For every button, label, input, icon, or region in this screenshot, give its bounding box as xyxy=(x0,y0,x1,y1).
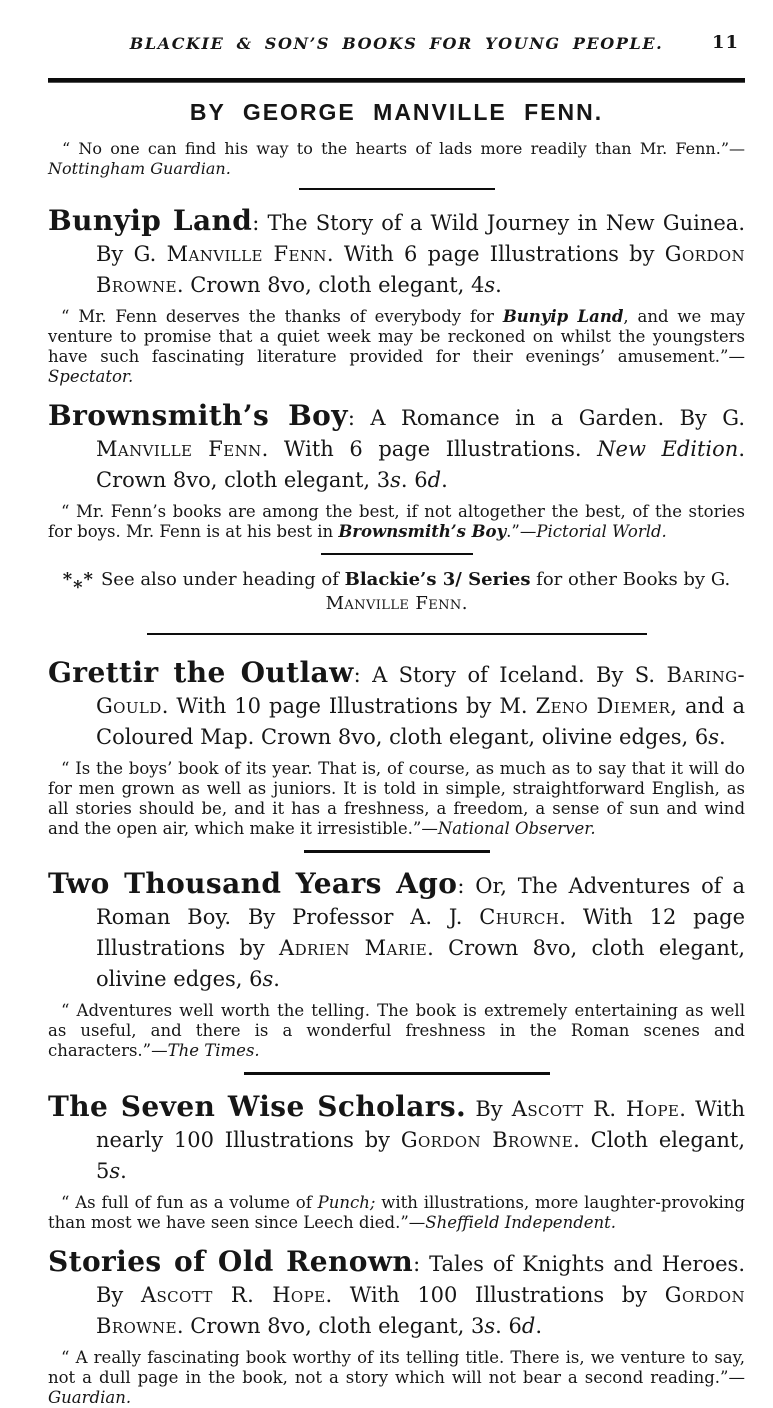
text-run: Manville Fenn xyxy=(325,593,462,614)
text-run: . xyxy=(535,1314,543,1338)
text-run: “ A really fascinating book worthy of its telling title. There is, we venture to say, not a dull page in the book, not a story which will not bear a second reading.”— xyxy=(48,1348,745,1387)
review-quote xyxy=(48,759,745,839)
text-run: Manville Fenn xyxy=(96,437,262,461)
intro-quote xyxy=(48,139,745,179)
text-run: . xyxy=(120,1159,127,1183)
text-run: Zeno Diemer xyxy=(535,694,671,718)
text-run: The Times. xyxy=(167,1041,260,1060)
book-description xyxy=(48,1091,745,1187)
running-head xyxy=(48,34,745,58)
section-heading: BY GEORGE MANVILLE FENN. xyxy=(189,99,604,125)
text-run: National Observer. xyxy=(437,819,596,838)
text-run: for other Books by G. xyxy=(530,569,731,590)
book-title: Two Thousand Years Ago xyxy=(48,867,458,900)
review-quote xyxy=(48,1348,745,1408)
text-run: Manville Fenn xyxy=(166,242,327,266)
text-run: “ As full of fun as a volume of xyxy=(61,1193,318,1212)
text-run: s xyxy=(484,1314,496,1338)
book-entry xyxy=(48,1091,745,1233)
text-run: : A Story of Iceland. By S. xyxy=(353,663,667,687)
text-run: Guardian. xyxy=(48,1388,132,1407)
text-run: See also under heading of xyxy=(100,569,345,590)
series-note-text xyxy=(101,569,730,614)
text-run: : Or, The Adventures of a Roman Boy. By Professor A. J. xyxy=(96,874,745,929)
text-run: Church xyxy=(479,905,560,929)
book-description xyxy=(48,205,745,301)
review-quote xyxy=(48,1001,745,1061)
text-run: . 6 xyxy=(495,1314,522,1338)
text-run: : The Story of a Wild Journey in New Guinea. By G. xyxy=(96,211,746,266)
book-title: Brownsmith’s Boy xyxy=(48,399,348,432)
book-entry xyxy=(48,868,745,1061)
text-run: Spectator. xyxy=(48,367,134,386)
text-run: “ Adventures well worth the telling. The book is extremely entertaining as well as useful, and there is a wonderful freshness in the Roman scenes and characters.”— xyxy=(48,1001,745,1060)
text-run: s xyxy=(109,1159,121,1183)
section-divider xyxy=(304,850,490,853)
text-run: Adrien Marie xyxy=(279,936,428,960)
asterism-star: * xyxy=(73,576,84,598)
text-run: .”— xyxy=(506,522,537,541)
section-divider xyxy=(147,633,647,635)
header-rule xyxy=(48,78,745,83)
text-run: . Crown 8vo, cloth elegant, 3 xyxy=(176,1314,485,1338)
book-entry xyxy=(48,657,745,839)
asterism-star: * xyxy=(83,569,94,590)
book-title: Stories of Old Renown xyxy=(48,1245,414,1278)
text-run: Gordon Browne xyxy=(96,242,745,297)
book-entry xyxy=(48,400,745,542)
book-description xyxy=(48,657,745,753)
text-run: Ascott R. Hope xyxy=(140,1283,326,1307)
text-run: “ No one can find his way to the hearts of lads more readily than Mr. Fenn.”— xyxy=(62,139,745,158)
text-run: . xyxy=(495,273,502,297)
text-run: . xyxy=(273,967,280,991)
text-run: By xyxy=(466,1097,512,1121)
text-run: . Crown 8vo, cloth elegant, olivine edges, 6 xyxy=(96,936,745,991)
text-run: “ Mr. Fenn deserves the thanks of everybody for xyxy=(61,307,503,326)
text-run: : Tales of Knights and Heroes. By xyxy=(96,1252,745,1307)
text-run: Baring-Gould xyxy=(96,663,745,718)
text-run: Nottingham Guardian. xyxy=(48,159,231,178)
text-run: . Crown 8vo, cloth elegant, 3 xyxy=(96,437,745,492)
book-description xyxy=(48,1246,745,1342)
book-entry xyxy=(48,1246,745,1408)
text-run: Sheffield Independent. xyxy=(425,1213,617,1232)
text-run: s xyxy=(262,967,274,991)
text-run: s xyxy=(708,725,720,749)
asterism-star: * xyxy=(62,569,74,590)
review-quote xyxy=(48,502,745,542)
text-run: d xyxy=(521,1314,536,1338)
text-run: . With nearly 100 Illustrations by xyxy=(96,1097,745,1152)
text-run: Bunyip Land xyxy=(502,307,624,326)
text-run: , and a Coloured Map. Crown 8vo, cloth elegant, olivine edges, 6 xyxy=(96,694,745,749)
text-run: . With 6 page Illustrations by xyxy=(326,242,665,266)
text-run: , and we may venture to promise that a quiet week may be reckoned on whilst the youngsters have such fascinating literature provided for their evenings’ amusement.”— xyxy=(48,307,745,366)
section-divider xyxy=(321,553,473,555)
text-run: . xyxy=(461,593,468,614)
book-title: The Seven Wise Scholars. xyxy=(48,1090,467,1123)
text-run: with illustrations, more laughter-provoking than most we have seen since Leech died.”— xyxy=(48,1193,745,1232)
text-run: New Edition xyxy=(597,437,739,461)
text-run: . xyxy=(441,468,448,492)
text-run: s xyxy=(484,273,496,297)
text-run: Gordon Browne xyxy=(400,1128,574,1152)
text-run: Pictorial World. xyxy=(536,522,667,541)
review-quote xyxy=(48,307,745,387)
book-description xyxy=(48,868,745,995)
text-run: . With 10 page Illustrations by M. xyxy=(161,694,536,718)
page-number: 11 xyxy=(711,32,739,53)
book-entry xyxy=(48,205,745,387)
text-run: Ascott R. Hope xyxy=(511,1097,680,1121)
text-run: . With 12 page Illustrations by xyxy=(96,905,746,960)
text-run: Blackie’s 3/ Series xyxy=(344,569,531,590)
text-run: “ Is the boys’ book of its year. That is, of course, as much as to say that it will do for men grown as well as juniors. It is told in simple, straightforward English, as all stories should be, and it has a freshness, a freedom, a sense of sun and wind and the open air, which make it irresistible.”— xyxy=(48,759,745,838)
running-title: BLACKIE & SON’S BOOKS FOR YOUNG PEOPLE. xyxy=(129,34,664,53)
text-run: s xyxy=(390,468,401,492)
text-run: . xyxy=(719,725,726,749)
text-run: . 6 xyxy=(400,468,428,492)
text-run: . With 100 Illustrations by xyxy=(325,1283,665,1307)
section-divider xyxy=(299,188,495,190)
book-title: Bunyip Land xyxy=(48,204,253,237)
text-run: : A Romance in a Garden. By G. xyxy=(347,406,746,430)
text-run: . Crown 8vo, cloth elegant, 4 xyxy=(176,273,485,297)
text-run: Brownsmith’s Boy xyxy=(338,522,507,541)
book-title: Grettir the Outlaw xyxy=(48,656,354,689)
section-divider xyxy=(244,1072,550,1075)
review-quote xyxy=(48,1193,745,1233)
asterism-mark xyxy=(62,569,94,598)
text-run: . Cloth elegant, 5 xyxy=(96,1128,745,1183)
text-run: Punch; xyxy=(317,1193,376,1212)
text-run: “ Mr. Fenn’s books are among the best, if not altogether the best, of the stories for boys. Mr. Fenn is at his best in xyxy=(48,502,745,541)
series-note xyxy=(48,568,745,616)
text-run: Gordon Browne xyxy=(96,1283,745,1338)
book-description xyxy=(48,400,745,496)
text-run: d xyxy=(427,468,442,492)
text-run: . With 6 page Illustrations. xyxy=(261,437,598,461)
